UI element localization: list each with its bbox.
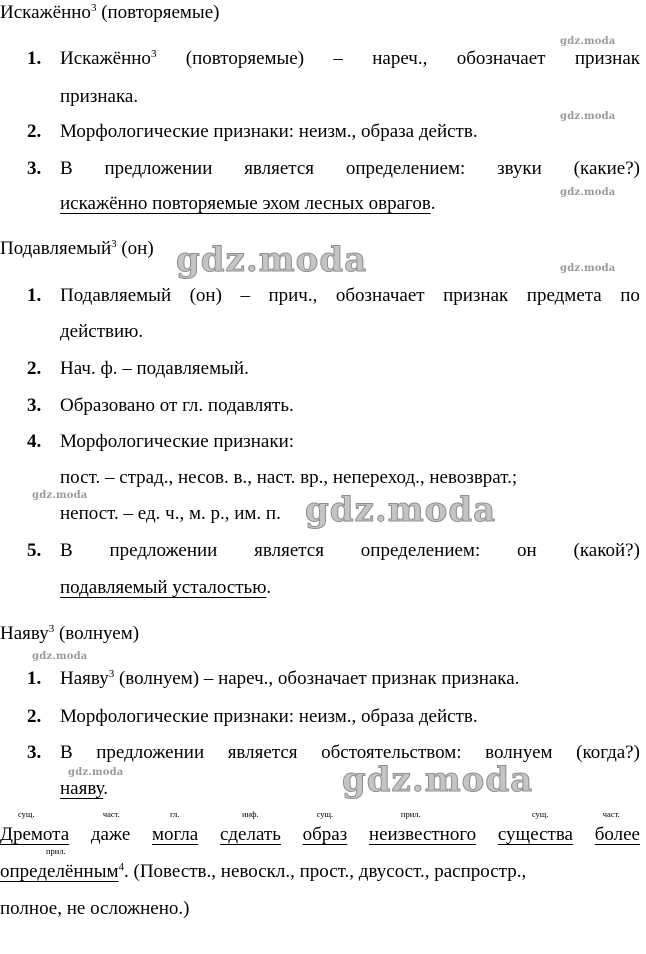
pos-label: сущ. <box>18 809 35 819</box>
list-item-text: Искажённо$^3$ (повторяемые) – нареч., обозначает признак <box>60 48 640 69</box>
list-item-text: действию. <box>60 321 144 342</box>
sentence-word: сущ. образ <box>302 809 348 845</box>
list-number: 2. <box>27 706 42 727</box>
parsed-sentence-line: прил. определённым$^4$. (Повеств., невоскл., прост., двусост., распростр., <box>0 846 527 882</box>
list-item-text: Морфологические признаки: <box>60 431 295 452</box>
pos-label: инф. <box>241 809 259 819</box>
list-number: 1. <box>27 668 42 689</box>
list-item-text: Наяву$^3$ (волнуем) – нареч., обозначает признак признака. <box>60 668 520 689</box>
underlined-phrase: подавляемый усталостью <box>60 577 267 598</box>
list-number: 2. <box>27 121 42 142</box>
list-item-text: В предложении является обстоятельством: волнуем (когда?) <box>60 742 640 763</box>
list-number: 1. <box>27 285 42 306</box>
list-item-text: В предложении является определением: звуки (какие?) <box>60 158 640 179</box>
list-number: 2. <box>27 358 42 379</box>
list-item-text: подавляемый усталостью. <box>60 577 272 598</box>
sentence-word: част. более <box>594 809 640 845</box>
parsed-sentence-line: полное, не осложнено.) <box>0 898 190 919</box>
watermark-small: gdz.moda <box>560 187 616 198</box>
list-number: 1. <box>27 48 42 69</box>
list-number: 3. <box>27 742 42 763</box>
list-item-text: пост. – страд., несов. в., наст. вр., непереход., невозврат.; <box>60 467 518 488</box>
list-item-text: непост. – ед. ч., м. р., им. п. <box>60 503 281 524</box>
watermark-small: gdz.moda <box>32 651 88 662</box>
list-item-text: Подавляемый (он) – прич., обозначает признак предмета по <box>60 285 640 306</box>
list-item-text: наяву. <box>60 778 109 799</box>
list-item-text: Морфологические признаки: неизм., образа действ. <box>60 121 478 142</box>
pos-label: сущ. <box>531 809 549 819</box>
underlined-phrase: искажённо повторяемые эхом лесных оврагов <box>60 193 431 214</box>
list-item-text: искажённо повторяемые эхом лесных оврагов. <box>60 193 436 214</box>
watermark-large: gdz.moda <box>176 240 368 280</box>
watermark-small: gdz.moda <box>32 490 88 501</box>
list-item-text: Нач. ф. – подавляемый. <box>60 358 249 379</box>
sentence-word: сущ. существа <box>497 809 573 845</box>
pos-label: сущ. <box>316 809 334 819</box>
sentence-word: прил. неизвестного <box>368 809 477 845</box>
list-item-text: Морфологические признаки: неизм., образа действ. <box>60 706 478 727</box>
list-item-text: признака. <box>60 86 139 107</box>
sentence-word: част. даже <box>90 809 131 845</box>
pos-label: прил. <box>400 809 421 819</box>
watermark-small: gdz.moda <box>560 111 616 122</box>
watermark-large: gdz.moda <box>342 760 534 800</box>
pos-label: част. <box>102 809 120 819</box>
watermark-small: gdz.moda <box>560 36 616 47</box>
list-item-text: Образовано от гл. подавлять. <box>60 395 294 416</box>
section-heading-iskazhenno: Искажённо$^3$ (повторяемые) <box>0 2 220 23</box>
list-number: 5. <box>27 540 42 561</box>
sentence-word: инф. сделать <box>219 809 281 845</box>
watermark-large: gdz.moda <box>305 490 497 530</box>
pos-label: гл. <box>169 809 180 819</box>
list-number: 3. <box>27 395 42 416</box>
sentence-word: прил. определённым <box>0 846 119 882</box>
watermark-small: gdz.moda <box>560 263 616 274</box>
list-item-text: В предложении является определением: он (какой?) <box>60 540 640 561</box>
parsed-sentence-line <box>0 809 640 846</box>
sentence-word: гл. могла <box>151 809 199 845</box>
pos-label: част. <box>602 809 620 819</box>
sentence-word: сущ. Дремота <box>0 809 70 845</box>
section-heading-podavlyaemy: Подавляемый$^3$ (он) <box>0 238 154 259</box>
underlined-phrase: наяву <box>60 778 104 799</box>
pos-label: прил. <box>46 846 66 856</box>
watermark-small: gdz.moda <box>68 767 124 778</box>
list-number: 4. <box>27 431 42 452</box>
section-heading-nayavu: Наяву$^3$ (волнуем) <box>0 623 140 644</box>
list-number: 3. <box>27 158 42 179</box>
